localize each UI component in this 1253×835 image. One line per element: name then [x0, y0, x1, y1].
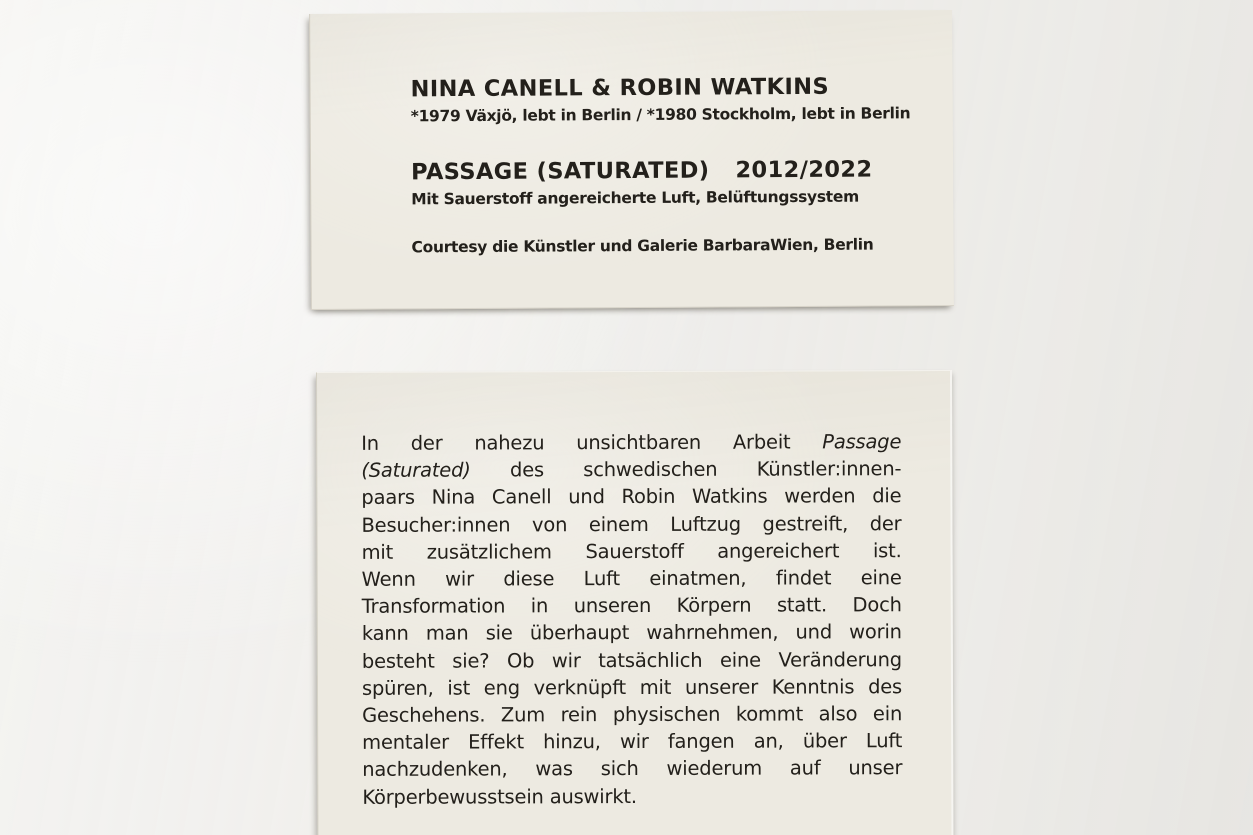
work-title-emphasis: (Saturated) — [361, 458, 471, 483]
description-segment: Transformation in unseren Körpern statt. Doch — [361, 593, 902, 619]
description-segment: In der nahezu unsichtbaren Arbeit — [361, 430, 823, 455]
work-title: PASSAGE (SATURATED) — [410, 157, 710, 186]
description-segment: mit zusätzlichem Sauerstoff angereichert ist. — [361, 538, 902, 564]
artist-bio: *1979 Växjö, lebt in Berlin / *1980 Stockholm, lebt in Berlin — [410, 104, 911, 126]
description-line — [362, 537, 902, 566]
work-title-emphasis: Passage — [822, 430, 902, 454]
description-line — [361, 510, 901, 539]
description-segment: Körperbewusstsein auswirkt. — [362, 784, 637, 809]
courtesy-line: Courtesy die Künstler und Galerie BarbaraWien, Berlin — [411, 235, 874, 257]
work-title-line — [411, 155, 929, 186]
artist-label-card — [309, 10, 954, 310]
description-line — [362, 755, 902, 784]
description-line — [362, 591, 902, 620]
description-segment: paars Nina Canell und Robin Watkins werden die — [361, 484, 902, 510]
description-segment: des schwedischen Künstler:innen- — [470, 457, 902, 482]
artist-names: NINA CANELL & ROBIN WATKINS — [410, 73, 830, 103]
description-line — [362, 727, 902, 756]
description-line — [362, 782, 902, 811]
description-line — [362, 619, 902, 648]
materials-line: Mit Sauerstoff angereicherte Luft, Belüftungssystem — [411, 187, 859, 209]
description-line — [362, 646, 902, 675]
description-segment: mentaler Effekt hinzu, wir fangen an, über Luft — [362, 729, 903, 755]
description-segment: nachzudenken, was sich wiederum auf unser — [362, 756, 903, 782]
work-years: 2012/2022 — [735, 156, 873, 184]
description-segment: Wenn wir diese Luft einatmen, findet eine — [361, 566, 902, 591]
description-label-card — [316, 370, 954, 835]
description-segment: besteht sie? Ob wir tatsächlich eine Veränderung — [361, 647, 902, 673]
description-line — [362, 673, 902, 702]
description-line — [361, 428, 901, 457]
description-line — [362, 700, 902, 729]
description-text — [361, 428, 902, 811]
description-segment: Besucher:innen von einem Luftzug gestreift, der — [361, 511, 902, 537]
description-line — [361, 483, 901, 512]
description-segment: kann man sie überhaupt wahrnehmen, und worin — [361, 620, 902, 646]
description-segment: Geschehens. Zum rein physischen kommt also ein — [362, 702, 903, 727]
description-line — [362, 564, 902, 593]
description-segment: spüren, ist eng verknüpft mit unserer Kenntnis des — [361, 674, 903, 700]
description-line — [361, 455, 901, 484]
